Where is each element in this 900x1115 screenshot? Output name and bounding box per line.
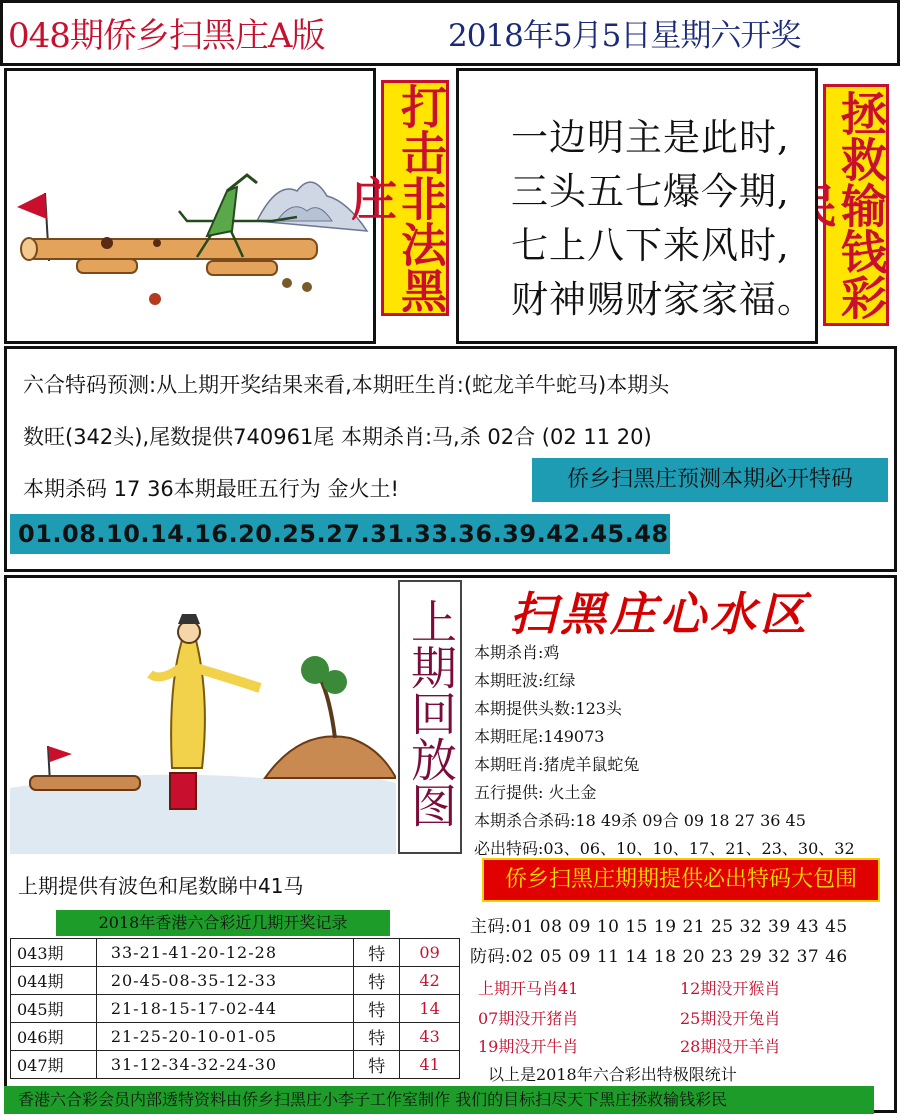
table-row [11, 967, 460, 995]
heart-zone-title: 扫黑庄心水区 [510, 587, 810, 641]
table-row [11, 995, 460, 1023]
heart-zone-line: 本期旺肖:猪虎羊鼠蛇兔 [474, 755, 640, 774]
table-row [11, 1023, 460, 1051]
main-codes: 主码:01 08 09 10 15 19 21 25 32 39 43 45 [470, 917, 848, 937]
record-te: 特 [354, 967, 400, 995]
record-te: 特 [354, 939, 400, 967]
record-numbers: 31-12-34-32-24-30 [96, 1051, 354, 1079]
stat-item: 上期开马肖41 [478, 979, 579, 998]
mantis-on-log-image [7, 71, 373, 341]
stat-item: 07期没开猪肖 [478, 1009, 579, 1028]
record-numbers: 20-45-08-35-12-33 [96, 967, 354, 995]
scholar-illustration [10, 578, 396, 854]
record-numbers: 33-21-41-20-12-28 [96, 939, 354, 967]
record-special: 41 [400, 1051, 460, 1079]
poem-panel [456, 68, 818, 344]
record-numbers: 21-25-20-10-01-05 [96, 1023, 354, 1051]
special-numbers: 01.08.10.14.16.20.25.27.31.33.36.39.42.45.48 [10, 514, 670, 554]
record-te: 特 [354, 1023, 400, 1051]
poem-line: 一边明主是此时, [511, 116, 790, 159]
record-te: 特 [354, 995, 400, 1023]
prediction-text-1: 六合特码预测:从上期开奖结果来看,本期旺生肖:(蛇龙羊牛蛇马)本期头 [23, 373, 670, 397]
stats-note: 以上是2018年六合彩出特极限统计 [488, 1065, 737, 1084]
guard-codes: 防码:02 05 09 11 14 18 20 23 29 32 37 46 [470, 947, 848, 967]
stat-item: 19期没开牛肖 [478, 1037, 579, 1056]
draw-date: 2018年5月5日星期六开奖 [448, 18, 801, 54]
last-hit-text: 上期提供有波色和尾数睇中41马 [18, 874, 304, 898]
record-issue: 047期 [11, 1051, 97, 1079]
poem-line: 三头五七爆今期, [511, 170, 790, 213]
record-special: 42 [400, 967, 460, 995]
last-issue-replay-label: 上期回放图 [404, 598, 458, 828]
heart-zone-line: 本期旺波:红绿 [474, 671, 576, 690]
record-te: 特 [354, 1051, 400, 1079]
must-open-badge: 侨乡扫黑庄预测本期必开特码 [532, 458, 888, 502]
record-issue: 044期 [11, 967, 97, 995]
stat-item: 12期没开猴肖 [680, 979, 781, 998]
table-row [11, 1051, 460, 1079]
heart-zone-line: 本期提供头数:123头 [474, 699, 622, 718]
prediction-text-2: 数旺(342头),尾数提供740961尾 本期杀肖:马,杀 02合 (02 11 20) [23, 425, 652, 449]
heart-zone-line: 本期杀合杀码:18 49杀 09合 09 18 27 36 45 [474, 811, 806, 830]
banner-save-players: 拯救输钱彩 [823, 84, 889, 326]
record-numbers: 21-18-15-17-02-44 [96, 995, 354, 1023]
record-special: 43 [400, 1023, 460, 1051]
table-row [11, 939, 460, 967]
footer-banner: 香港六合彩会员内部透特资料由侨乡扫黑庄小李子工作室制作 我们的目标扫尽天下黑庄拯救输钱彩民 [4, 1086, 874, 1114]
stat-item: 25期没开兔肖 [680, 1009, 781, 1028]
banner-anti-illegal: 打击非法黑庄 [381, 80, 449, 316]
heart-zone-line: 五行提供: 火土金 [474, 783, 597, 802]
heart-zone-line: 本期杀肖:鸡 [474, 643, 560, 662]
bundle-badge: 侨乡扫黑庄期期提供必出特码大包围 [482, 858, 880, 902]
heart-zone-line: 本期旺尾:149073 [474, 727, 605, 746]
heart-zone-line: 必出特码:03、06、10、10、17、21、23、30、32 [474, 839, 855, 858]
stat-item: 28期没开羊肖 [680, 1037, 781, 1056]
record-special: 14 [400, 995, 460, 1023]
prediction-text-3: 本期杀码 17 36本期最旺五行为 金火土! [23, 477, 399, 501]
poem-line: 七上八下来风时, [511, 224, 790, 267]
issue-title: 048期侨乡扫黑庄A版 [8, 16, 325, 56]
mantis-illustration [4, 68, 376, 344]
poem-line: 财神赐财家家福。 [511, 278, 815, 321]
records-header: 2018年香港六合彩近几期开奖记录 [56, 910, 390, 936]
record-issue: 045期 [11, 995, 97, 1023]
record-issue: 046期 [11, 1023, 97, 1051]
record-special: 09 [400, 939, 460, 967]
records-table [10, 938, 460, 1079]
record-issue: 043期 [11, 939, 97, 967]
